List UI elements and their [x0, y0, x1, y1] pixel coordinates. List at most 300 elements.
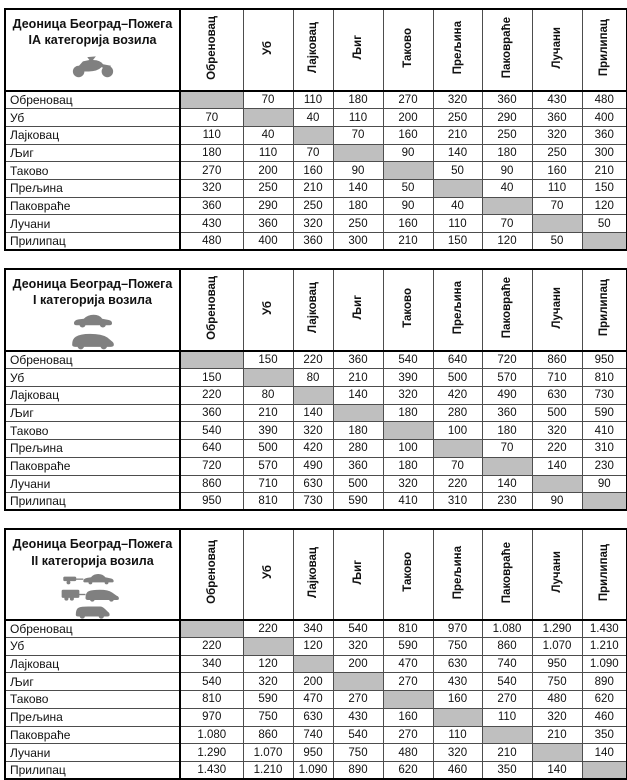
table-title: Деоница Београд–Пожега [12, 17, 173, 31]
diagonal-cell [433, 179, 482, 197]
table-row [5, 673, 627, 691]
price-cell: 40 [243, 126, 293, 144]
price-cell: 270 [383, 673, 433, 691]
price-cell: 430 [333, 708, 383, 726]
table-title: Деоница Београд–Пожега [12, 277, 173, 292]
table-row [5, 457, 627, 475]
car-icon [72, 312, 114, 328]
price-cell: 180 [333, 422, 383, 440]
price-cell: 860 [532, 351, 582, 369]
column-header-label: Паковраће [501, 277, 513, 339]
price-cell: 210 [243, 404, 293, 422]
price-cell: 70 [433, 457, 482, 475]
price-cell: 480 [180, 233, 243, 251]
price-cell: 270 [180, 162, 243, 180]
price-cell: 90 [582, 475, 627, 493]
toll-table-category-ii [4, 528, 627, 780]
price-cell: 590 [243, 691, 293, 709]
price-cell: 100 [383, 440, 433, 458]
price-cell: 620 [582, 691, 627, 709]
price-cell: 390 [243, 422, 293, 440]
diagonal-cell [532, 744, 582, 762]
price-cell: 320 [433, 744, 482, 762]
price-cell: 470 [383, 655, 433, 673]
price-cell: 460 [582, 708, 627, 726]
price-cell: 340 [180, 655, 243, 673]
column-header [243, 269, 293, 351]
row-label: Лучани [5, 744, 180, 762]
table-row [5, 744, 627, 762]
price-cell: 590 [333, 493, 383, 511]
table-title: Деоница Београд–Пожега [12, 537, 173, 552]
price-cell: 230 [582, 457, 627, 475]
column-header [383, 529, 433, 620]
price-cell: 350 [582, 726, 627, 744]
column-header-label: Уб [262, 565, 274, 580]
price-cell: 480 [383, 744, 433, 762]
column-header-label: Таково [402, 27, 414, 68]
table-subtitle: II категорија возила [31, 553, 154, 568]
price-cell: 340 [293, 620, 333, 638]
price-cell: 390 [383, 369, 433, 387]
diagonal-cell [383, 162, 433, 180]
price-cell: 410 [383, 493, 433, 511]
price-cell: 1.090 [582, 655, 627, 673]
column-header-label: Прељина [451, 545, 464, 599]
row-label: Уб [5, 369, 180, 387]
price-cell: 360 [582, 126, 627, 144]
price-cell: 180 [482, 422, 532, 440]
price-cell: 310 [433, 493, 482, 511]
price-cell: 860 [482, 638, 532, 656]
row-label: Паковраће [5, 197, 180, 215]
price-cell: 1.080 [482, 620, 532, 638]
price-cell: 1.070 [532, 638, 582, 656]
price-cell: 540 [383, 351, 433, 369]
price-cell: 810 [243, 493, 293, 511]
price-cell: 110 [333, 109, 383, 127]
table-header-cell [5, 9, 180, 91]
diagonal-cell [482, 726, 532, 744]
column-header-label: Обреновац [205, 275, 218, 340]
diagonal-cell [243, 369, 293, 387]
table-row [5, 655, 627, 673]
price-cell: 430 [433, 673, 482, 691]
column-header [180, 529, 243, 620]
column-header [532, 9, 582, 91]
price-cell: 360 [482, 91, 532, 109]
column-header [582, 529, 627, 620]
price-cell: 120 [482, 233, 532, 251]
diagonal-cell [482, 197, 532, 215]
motorcycle-icon [70, 52, 116, 78]
price-cell: 150 [433, 233, 482, 251]
price-cell: 220 [180, 387, 243, 405]
price-cell: 620 [383, 761, 433, 779]
diagonal-cell [433, 440, 482, 458]
table-row [5, 387, 627, 405]
price-cell: 220 [293, 351, 333, 369]
price-cell: 320 [532, 126, 582, 144]
price-cell: 360 [482, 404, 532, 422]
diagonal-cell [383, 422, 433, 440]
row-label: Таково [5, 162, 180, 180]
price-cell: 210 [482, 744, 532, 762]
column-header [243, 529, 293, 620]
row-label: Љиг [5, 404, 180, 422]
price-cell: 40 [433, 197, 482, 215]
table-row [5, 126, 627, 144]
price-cell: 360 [243, 215, 293, 233]
column-header-label: Лајковац [307, 546, 319, 598]
price-cell: 270 [333, 691, 383, 709]
price-cell: 740 [293, 726, 333, 744]
price-cell: 70 [293, 144, 333, 162]
price-cell: 890 [582, 673, 627, 691]
diagonal-cell [532, 215, 582, 233]
price-cell: 630 [433, 655, 482, 673]
price-cell: 70 [333, 126, 383, 144]
diagonal-cell [243, 109, 293, 127]
row-label: Обреновац [5, 620, 180, 638]
row-label: Прилипац [5, 233, 180, 251]
column-header-label: Лучани [551, 26, 563, 69]
price-cell: 160 [433, 691, 482, 709]
price-cell: 420 [433, 387, 482, 405]
column-header-label: Уб [262, 40, 274, 55]
diagonal-cell [582, 493, 627, 511]
price-cell: 730 [582, 387, 627, 405]
price-cell: 630 [293, 475, 333, 493]
price-cell: 220 [532, 440, 582, 458]
price-cell: 630 [532, 387, 582, 405]
price-cell: 290 [482, 109, 532, 127]
table-row [5, 162, 627, 180]
price-cell: 110 [433, 726, 482, 744]
price-cell: 360 [333, 351, 383, 369]
price-cell: 1.210 [582, 638, 627, 656]
column-header-label: Таково [402, 552, 414, 592]
price-cell: 710 [532, 369, 582, 387]
price-cell: 110 [293, 91, 333, 109]
price-cell: 250 [433, 109, 482, 127]
price-cell: 180 [333, 91, 383, 109]
price-cell: 270 [383, 726, 433, 744]
column-header [532, 269, 582, 351]
price-cell: 970 [180, 708, 243, 726]
diagonal-cell [383, 691, 433, 709]
column-header [180, 269, 243, 351]
price-cell: 140 [532, 457, 582, 475]
price-cell: 480 [532, 691, 582, 709]
price-cell: 100 [433, 422, 482, 440]
price-cell: 70 [482, 440, 532, 458]
column-header-label: Љиг [352, 295, 364, 320]
price-cell: 180 [383, 404, 433, 422]
price-cell: 750 [333, 744, 383, 762]
row-label: Љиг [5, 144, 180, 162]
price-cell: 890 [333, 761, 383, 779]
price-cell: 70 [243, 91, 293, 109]
header-row [5, 9, 627, 91]
price-matrix [4, 528, 627, 780]
price-cell: 250 [482, 126, 532, 144]
price-cell: 950 [293, 744, 333, 762]
table-row [5, 620, 627, 638]
column-header-label: Љиг [352, 559, 364, 585]
price-cell: 360 [293, 233, 333, 251]
price-cell: 590 [383, 638, 433, 656]
price-cell: 810 [582, 369, 627, 387]
column-header-label: Паковраће [501, 541, 513, 603]
column-header-label: Лајковац [307, 22, 319, 73]
row-label: Лајковац [5, 387, 180, 405]
table-row [5, 197, 627, 215]
column-header-label: Таково [402, 287, 414, 328]
diagonal-cell [293, 387, 333, 405]
table-row [5, 215, 627, 233]
diagonal-cell [482, 457, 532, 475]
price-matrix [4, 268, 627, 511]
price-cell: 1.210 [243, 761, 293, 779]
diagonal-cell [293, 655, 333, 673]
price-cell: 220 [243, 620, 293, 638]
price-cell: 360 [180, 404, 243, 422]
diagonal-cell [532, 475, 582, 493]
header-row [5, 269, 627, 351]
row-label: Паковраће [5, 457, 180, 475]
price-cell: 500 [333, 475, 383, 493]
table-row [5, 493, 627, 511]
row-label: Таково [5, 691, 180, 709]
price-cell: 160 [383, 708, 433, 726]
column-header [293, 9, 333, 91]
van-with-trailer-icon [60, 587, 126, 602]
price-cell: 320 [180, 179, 243, 197]
diagonal-cell [333, 404, 383, 422]
price-cell: 200 [333, 655, 383, 673]
column-header [383, 9, 433, 91]
price-cell: 320 [433, 91, 482, 109]
price-cell: 140 [293, 404, 333, 422]
price-cell: 40 [482, 179, 532, 197]
price-cell: 90 [532, 493, 582, 511]
price-cell: 430 [180, 215, 243, 233]
price-cell: 180 [333, 197, 383, 215]
row-label: Уб [5, 638, 180, 656]
column-header-label: Лучани [551, 551, 563, 593]
price-cell: 80 [243, 387, 293, 405]
toll-table-category-i [4, 268, 627, 511]
row-label: Обреновац [5, 91, 180, 109]
table-row [5, 109, 627, 127]
price-cell: 80 [293, 369, 333, 387]
price-cell: 810 [383, 620, 433, 638]
price-cell: 250 [243, 179, 293, 197]
price-cell: 50 [433, 162, 482, 180]
column-header [243, 9, 293, 91]
price-cell: 140 [582, 744, 627, 762]
table-header-cell [5, 529, 180, 620]
price-cell: 490 [482, 387, 532, 405]
price-cell: 110 [433, 215, 482, 233]
price-cell: 570 [243, 457, 293, 475]
table-row [5, 91, 627, 109]
price-cell: 400 [582, 109, 627, 127]
row-label: Уб [5, 109, 180, 127]
price-cell: 570 [482, 369, 532, 387]
price-cell: 320 [293, 422, 333, 440]
price-cell: 540 [333, 726, 383, 744]
price-cell: 160 [383, 126, 433, 144]
price-cell: 120 [582, 197, 627, 215]
price-cell: 500 [433, 369, 482, 387]
small-van-icon [74, 604, 112, 619]
price-cell: 210 [293, 179, 333, 197]
price-cell: 430 [532, 91, 582, 109]
price-cell: 320 [333, 638, 383, 656]
price-cell: 590 [582, 404, 627, 422]
price-cell: 500 [532, 404, 582, 422]
price-cell: 320 [532, 708, 582, 726]
table-row [5, 422, 627, 440]
price-cell: 640 [433, 351, 482, 369]
table-row [5, 179, 627, 197]
column-header [433, 529, 482, 620]
price-cell: 540 [482, 673, 532, 691]
price-cell: 400 [243, 233, 293, 251]
price-cell: 470 [293, 691, 333, 709]
price-cell: 360 [180, 197, 243, 215]
price-cell: 200 [383, 109, 433, 127]
price-cell: 120 [293, 638, 333, 656]
diagonal-cell [243, 638, 293, 656]
price-matrix [4, 8, 627, 251]
column-header [433, 269, 482, 351]
price-cell: 50 [383, 179, 433, 197]
row-label: Лајковац [5, 655, 180, 673]
column-header [293, 529, 333, 620]
table-subtitle: IА категорија возила [28, 33, 157, 48]
price-cell: 300 [582, 144, 627, 162]
table-row [5, 761, 627, 779]
price-cell: 540 [180, 673, 243, 691]
vehicle-icons [6, 312, 179, 350]
price-cell: 160 [293, 162, 333, 180]
price-cell: 320 [532, 422, 582, 440]
table-row [5, 691, 627, 709]
price-cell: 640 [180, 440, 243, 458]
price-cell: 250 [532, 144, 582, 162]
price-cell: 40 [293, 109, 333, 127]
price-cell: 140 [333, 179, 383, 197]
price-cell: 140 [333, 387, 383, 405]
price-cell: 180 [383, 457, 433, 475]
price-cell: 210 [433, 126, 482, 144]
table-row [5, 404, 627, 422]
diagonal-cell [333, 673, 383, 691]
diagonal-cell [293, 126, 333, 144]
diagonal-cell [333, 144, 383, 162]
price-cell: 220 [433, 475, 482, 493]
price-cell: 420 [293, 440, 333, 458]
column-header-label: Прељина [451, 281, 464, 335]
toll-table-category-ia [4, 8, 627, 251]
table-row [5, 369, 627, 387]
price-cell: 970 [433, 620, 482, 638]
price-cell: 360 [333, 457, 383, 475]
price-cell: 210 [383, 233, 433, 251]
price-cell: 750 [532, 673, 582, 691]
column-header-label: Прилипац [598, 543, 611, 601]
price-cell: 70 [180, 109, 243, 127]
column-header [582, 269, 627, 351]
price-cell: 250 [293, 197, 333, 215]
row-label: Паковраће [5, 726, 180, 744]
price-cell: 860 [243, 726, 293, 744]
column-header [333, 269, 383, 351]
price-cell: 1.070 [243, 744, 293, 762]
column-header [180, 9, 243, 91]
price-cell: 860 [180, 475, 243, 493]
row-label: Прељина [5, 708, 180, 726]
column-header-label: Прељина [451, 20, 464, 75]
column-header-label: Лајковац [307, 282, 319, 334]
price-cell: 320 [293, 215, 333, 233]
price-cell: 280 [433, 404, 482, 422]
column-header [293, 269, 333, 351]
column-header [333, 529, 383, 620]
price-cell: 950 [532, 655, 582, 673]
row-label: Лучани [5, 215, 180, 233]
table-subtitle: I категорија возила [33, 293, 152, 308]
price-cell: 750 [433, 638, 482, 656]
price-cell: 410 [582, 422, 627, 440]
row-label: Прилипац [5, 493, 180, 511]
price-cell: 70 [532, 197, 582, 215]
row-label: Љиг [5, 673, 180, 691]
price-cell: 150 [582, 179, 627, 197]
price-cell: 250 [333, 215, 383, 233]
table-header-cell [5, 269, 180, 351]
table-row [5, 233, 627, 251]
price-cell: 210 [333, 369, 383, 387]
column-header-label: Обреновац [205, 540, 218, 605]
price-cell: 1.290 [180, 744, 243, 762]
price-cell: 140 [433, 144, 482, 162]
price-cell: 1.290 [532, 620, 582, 638]
price-cell: 320 [383, 387, 433, 405]
price-cell: 180 [482, 144, 532, 162]
column-header-label: Паковраће [501, 16, 513, 79]
price-cell: 270 [383, 91, 433, 109]
price-cell: 320 [383, 475, 433, 493]
column-header [532, 529, 582, 620]
price-cell: 110 [482, 708, 532, 726]
column-header [433, 9, 482, 91]
price-cell: 200 [243, 162, 293, 180]
price-cell: 50 [582, 215, 627, 233]
column-header-label: Обреновац [205, 15, 218, 80]
price-cell: 950 [582, 351, 627, 369]
column-header [383, 269, 433, 351]
column-header-label: Прилипац [598, 279, 611, 337]
price-cell: 150 [180, 369, 243, 387]
price-cell: 710 [243, 475, 293, 493]
price-cell: 110 [532, 179, 582, 197]
table-row [5, 440, 627, 458]
price-cell: 350 [482, 761, 532, 779]
